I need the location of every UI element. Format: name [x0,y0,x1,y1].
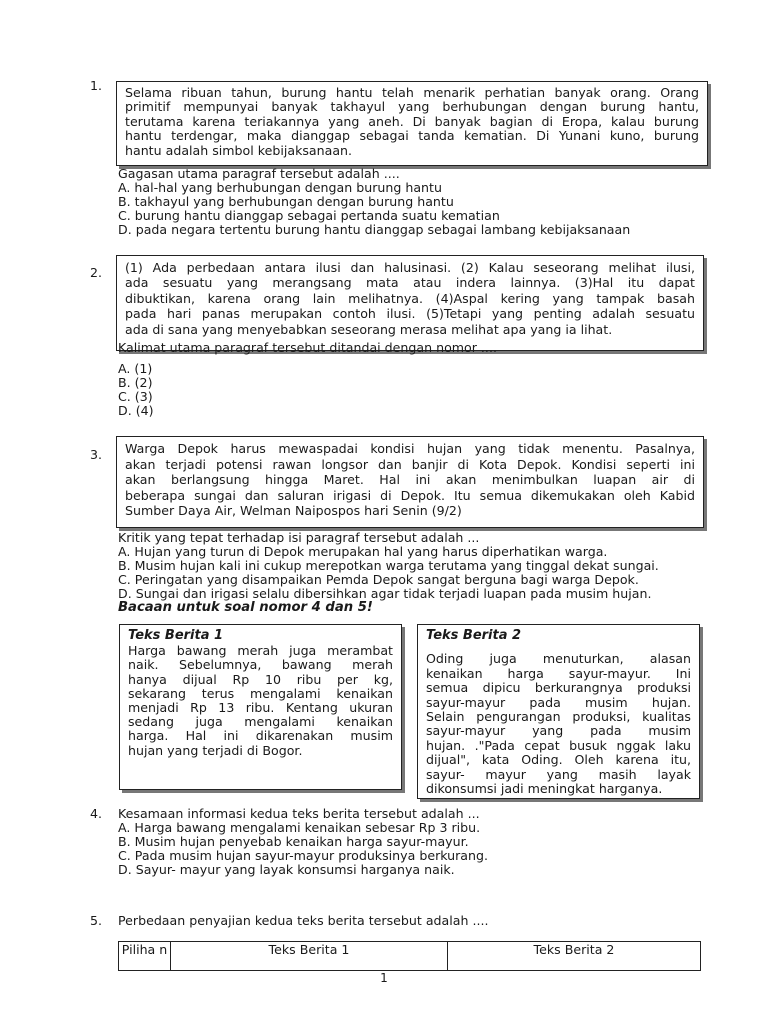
news-text-1-line: sekarang terus mengalami kenaikan [128,685,393,701]
news-text-2-line: Selain pengurangan produksi, kualitas [426,709,691,725]
q5-number: 5. [90,913,103,928]
q1-number: 1. [90,78,103,93]
q3-passage-line: beberapa sungai dan saluran irigasi di Depok. Itu semua dikemukakan oleh Kabid [125,487,695,503]
table-header-pilihan: Piliha n [119,942,171,971]
q3-option-c[interactable]: C. Peringatan yang disampaikan Pemda Depok sangat berguna bagi warga Depok. [118,572,639,587]
q2-passage-line: (1) Ada perbedaan antara ilusi dan halusinasi. (2) Kalau seseorang melihat ilusi, [125,260,695,275]
news-text-1-line: hujan yang terjadi di Bogor. [128,742,303,758]
q3-passage-line: akan terjadi potensi rawan longsor dan banjir di Kota Depok. Kondisi seperti ini [125,456,695,472]
q1-passage-line: Selama ribuan tahun, burung hantu telah menarik perhatian banyak orang. Orang [125,85,699,100]
news-text-2-line: sayur- mayur yang masih layak [426,766,691,782]
q3-passage-line: Sumber Daya Air, Welman Naipospos hari Senin (9/2) [125,503,462,519]
q2-passage-line: pada hari panas merupakan contoh ilusi. (5)Tetapi yang penting adalah sesuatu [125,306,695,322]
q2-passage-line: dibuktikan, karena orang lain melihatnya. (4)Aspal kering yang tampak basah [125,290,695,306]
q4-option-d[interactable]: D. Sayur- mayur yang layak konsumsi harganya naik. [118,862,455,877]
q4-option-b[interactable]: B. Musim hujan penyebab kenaikan harga sayur-mayur. [118,834,469,849]
q3-passage-line: akan berlangsung hingga Maret. Hal ini akan menimbulkan luapan air di [125,472,695,488]
news-text-2-line: sayur-mayur pada musim hujan. [426,694,691,710]
news-text-1-box [119,624,402,790]
news-text-2-line: dikonsumsi jadi meningkat harganya. [426,781,663,797]
q3-number: 3. [90,447,103,462]
q3-option-b[interactable]: B. Musim hujan kali ini cukup merepotkan warga terutama yang tinggal dekat sungai. [118,558,659,573]
q5-stem: Perbedaan penyajian kedua teks berita tersebut adalah .... [118,913,489,928]
news-text-1-line: hanya dijual Rp 10 ribu per kg, [128,671,393,687]
table-row [119,942,701,971]
news-text-1-title: Teks Berita 1 [128,628,224,643]
news-text-2-line: hujan. ."Pada cepat busuk nggak laku [426,737,691,753]
q1-option-b[interactable]: B. takhayul yang berhubungan dengan burung hantu [118,194,454,209]
q1-option-a[interactable]: A. hal-hal yang berhubungan dengan burung hantu [118,180,442,195]
news-text-1-line: harga. Hal ini dikarenakan musim [128,728,393,744]
q1-passage-line: hantu terdengar, maka dianggap sebagai tanda kematian. Di Yunani kuno, burung [125,128,699,144]
news-text-2-line: sayur-mayur yang pada musim [426,723,691,739]
news-text-2-line: dijual", kata Oding. Oleh karena itu, [426,752,691,768]
q3-passage-box [116,436,704,528]
news-text-1-line: menjadi Rp 13 ribu. Kentang ukuran [128,700,393,716]
q4-number: 4. [90,806,103,821]
q3-stem: Kritik yang tepat terhadap isi paragraf tersebut adalah ... [118,530,480,545]
news-text-2-line: kenaikan harga sayur-mayur. Ini [426,665,691,681]
news-text-1-line: Harga bawang merah juga merambat [128,643,393,659]
q3-option-a[interactable]: A. Hujan yang turun di Depok merupakan hal yang harus diperhatikan warga. [118,544,608,559]
news-text-2-line: semua dipicu berkurangnya produksi [426,680,691,696]
q2-passage-line: ada sesuatu yang merangsang mata atau indera lainnya. (3)Hal itu dapat [125,275,695,291]
table-header-teks-berita-2: Teks Berita 2 [448,942,701,971]
news-text-2-line: Oding juga menuturkan, alasan [426,651,691,667]
q1-passage-line: hantu adalah simbol kebijaksanaan. [125,142,353,158]
table-header-teks-berita-1: Teks Berita 1 [171,942,448,971]
news-text-2-box [417,624,700,799]
q5-answer-table [118,941,701,971]
q2-option-b[interactable]: B. (2) [118,375,153,390]
news-text-1-line: sedang juga mengalami kenaikan [128,714,393,730]
q1-option-c[interactable]: C. burung hantu dianggap sebagai pertanda suatu kematian [118,208,500,223]
news-text-1-line: naik. Sebelumnya, bawang merah [128,657,393,673]
page-number: 1 [380,971,388,985]
q4-option-a[interactable]: A. Harga bawang mengalami kenaikan sebesar Rp 3 ribu. [118,820,481,835]
q4-option-c[interactable]: C. Pada musim hujan sayur-mayur produksinya berkurang. [118,848,489,863]
q1-passage-box [116,81,708,166]
q1-passage-line: primitif mempunyai banyak takhayul yang berhubungan dengan burung hantu, [125,99,699,115]
q2-number: 2. [90,265,103,280]
q1-stem: Gagasan utama paragraf tersebut adalah .... [118,166,400,181]
q2-stem-text: Kalimat utama paragraf tersebut ditandai dengan nomor .... [118,340,497,355]
reading-heading: Bacaan untuk soal nomor 4 dan 5! [118,600,373,615]
q2-passage-box [116,255,704,351]
q1-passage-line: terutama karena teriakannya yang aneh. Di banyak bagian di Eropa, kalau burung [125,113,699,129]
q2-option-d[interactable]: D. (4) [118,403,154,418]
q4-stem: Kesamaan informasi kedua teks berita tersebut adalah ... [118,806,480,821]
q1-option-d[interactable]: D. pada negara tertentu burung hantu dianggap sebagai lambang kebijaksanaan [118,222,631,237]
q2-passage-line: ada di sana yang menyebabkan seseorang merasa melihat apa yang ia lihat. [125,321,613,337]
q2-stem [118,340,497,358]
q3-option-d[interactable]: D. Sungai dan irigasi selalu dibersihkan agar tidak terjadi luapan pada musim hujan. [118,586,652,601]
q3-passage-line: Warga Depok harus mewaspadai kondisi hujan yang tidak menentu. Pasalnya, [125,441,695,456]
q2-option-c[interactable]: C. (3) [118,389,153,404]
news-text-2-title: Teks Berita 2 [426,628,522,643]
q2-option-a[interactable]: A. (1) [118,361,153,376]
